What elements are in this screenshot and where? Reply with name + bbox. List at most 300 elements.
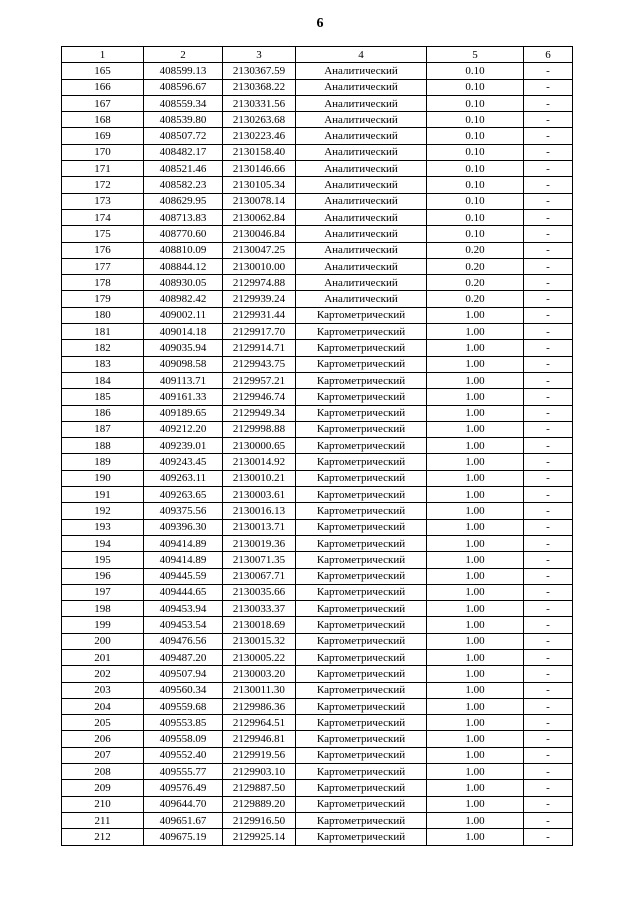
note-cell: -: [524, 519, 573, 535]
y-coordinate-cell: 2129998.88: [223, 421, 296, 437]
table-row: [62, 682, 573, 698]
point-number-cell: 212: [62, 829, 144, 845]
table-row: [62, 584, 573, 600]
note-cell: -: [524, 438, 573, 454]
note-cell: -: [524, 63, 573, 79]
x-coordinate-cell: 409035.94: [144, 340, 223, 356]
point-number-cell: 165: [62, 63, 144, 79]
y-coordinate-cell: 2129939.24: [223, 291, 296, 307]
method-cell: Аналитический: [296, 177, 427, 193]
point-number-cell: 167: [62, 95, 144, 111]
method-cell: Картометрический: [296, 617, 427, 633]
method-cell: Картометрический: [296, 454, 427, 470]
point-number-cell: 172: [62, 177, 144, 193]
table-row: [62, 405, 573, 421]
accuracy-cell: 0.10: [427, 193, 524, 209]
accuracy-cell: 1.00: [427, 389, 524, 405]
point-number-cell: 200: [62, 633, 144, 649]
accuracy-cell: 0.10: [427, 209, 524, 225]
accuracy-cell: 1.00: [427, 568, 524, 584]
x-coordinate-cell: 409414.89: [144, 552, 223, 568]
note-cell: -: [524, 209, 573, 225]
x-coordinate-cell: 408582.23: [144, 177, 223, 193]
method-cell: Картометрический: [296, 519, 427, 535]
x-coordinate-cell: 409243.45: [144, 454, 223, 470]
table-row: [62, 764, 573, 780]
method-cell: Картометрический: [296, 715, 427, 731]
x-coordinate-cell: 409651.67: [144, 812, 223, 828]
table-row: [62, 649, 573, 665]
y-coordinate-cell: 2130223.46: [223, 128, 296, 144]
note-cell: -: [524, 812, 573, 828]
column-header-3: 3: [223, 47, 296, 63]
method-cell: Картометрический: [296, 535, 427, 551]
coordinates-table: [61, 46, 573, 846]
table-row: [62, 79, 573, 95]
x-coordinate-cell: 409414.89: [144, 535, 223, 551]
table-row: [62, 193, 573, 209]
point-number-cell: 181: [62, 324, 144, 340]
table-row: [62, 829, 573, 845]
x-coordinate-cell: 408596.67: [144, 79, 223, 95]
method-cell: Картометрический: [296, 356, 427, 372]
accuracy-cell: 1.00: [427, 535, 524, 551]
point-number-cell: 173: [62, 193, 144, 209]
point-number-cell: 203: [62, 682, 144, 698]
x-coordinate-cell: 408713.83: [144, 209, 223, 225]
y-coordinate-cell: 2130010.21: [223, 470, 296, 486]
accuracy-cell: 1.00: [427, 633, 524, 649]
method-cell: Картометрический: [296, 552, 427, 568]
x-coordinate-cell: 409189.65: [144, 405, 223, 421]
method-cell: Картометрический: [296, 829, 427, 845]
y-coordinate-cell: 2130014.92: [223, 454, 296, 470]
table-row: [62, 503, 573, 519]
point-number-cell: 201: [62, 649, 144, 665]
point-number-cell: 179: [62, 291, 144, 307]
x-coordinate-cell: 409113.71: [144, 372, 223, 388]
accuracy-cell: 0.10: [427, 161, 524, 177]
x-coordinate-cell: 409445.59: [144, 568, 223, 584]
x-coordinate-cell: 409396.30: [144, 519, 223, 535]
y-coordinate-cell: 2129903.10: [223, 764, 296, 780]
method-cell: Аналитический: [296, 112, 427, 128]
table-row: [62, 438, 573, 454]
note-cell: -: [524, 405, 573, 421]
method-cell: Аналитический: [296, 161, 427, 177]
note-cell: -: [524, 682, 573, 698]
table-row: [62, 780, 573, 796]
point-number-cell: 168: [62, 112, 144, 128]
note-cell: -: [524, 552, 573, 568]
y-coordinate-cell: 2130019.36: [223, 535, 296, 551]
note-cell: -: [524, 666, 573, 682]
note-cell: -: [524, 372, 573, 388]
method-cell: Аналитический: [296, 209, 427, 225]
y-coordinate-cell: 2130011.30: [223, 682, 296, 698]
table-row: [62, 633, 573, 649]
table-row: [62, 226, 573, 242]
method-cell: Картометрический: [296, 324, 427, 340]
accuracy-cell: 0.20: [427, 291, 524, 307]
table-row: [62, 291, 573, 307]
x-coordinate-cell: 409559.68: [144, 698, 223, 714]
accuracy-cell: 1.00: [427, 731, 524, 747]
accuracy-cell: 1.00: [427, 454, 524, 470]
table-row: [62, 568, 573, 584]
method-cell: Картометрический: [296, 601, 427, 617]
method-cell: Картометрический: [296, 747, 427, 763]
method-cell: Картометрический: [296, 503, 427, 519]
y-coordinate-cell: 2129946.81: [223, 731, 296, 747]
x-coordinate-cell: 409553.85: [144, 715, 223, 731]
accuracy-cell: 1.00: [427, 780, 524, 796]
x-coordinate-cell: 409487.20: [144, 649, 223, 665]
accuracy-cell: 1.00: [427, 829, 524, 845]
point-number-cell: 187: [62, 421, 144, 437]
x-coordinate-cell: 409507.94: [144, 666, 223, 682]
accuracy-cell: 1.00: [427, 764, 524, 780]
y-coordinate-cell: 2129887.50: [223, 780, 296, 796]
table-row: [62, 95, 573, 111]
accuracy-cell: 1.00: [427, 438, 524, 454]
accuracy-cell: 0.10: [427, 177, 524, 193]
table-row: [62, 372, 573, 388]
table-row: [62, 324, 573, 340]
point-number-cell: 183: [62, 356, 144, 372]
note-cell: -: [524, 633, 573, 649]
x-coordinate-cell: 409098.58: [144, 356, 223, 372]
y-coordinate-cell: 2130013.71: [223, 519, 296, 535]
x-coordinate-cell: 408930.05: [144, 275, 223, 291]
accuracy-cell: 1.00: [427, 324, 524, 340]
table-row: [62, 356, 573, 372]
method-cell: Картометрический: [296, 372, 427, 388]
y-coordinate-cell: 2130071.35: [223, 552, 296, 568]
table-row: [62, 161, 573, 177]
accuracy-cell: 1.00: [427, 649, 524, 665]
x-coordinate-cell: 408507.72: [144, 128, 223, 144]
y-coordinate-cell: 2129917.70: [223, 324, 296, 340]
y-coordinate-cell: 2130146.66: [223, 161, 296, 177]
table-row: [62, 454, 573, 470]
note-cell: -: [524, 79, 573, 95]
note-cell: -: [524, 503, 573, 519]
y-coordinate-cell: 2129943.75: [223, 356, 296, 372]
x-coordinate-cell: 409239.01: [144, 438, 223, 454]
note-cell: -: [524, 324, 573, 340]
y-coordinate-cell: 2130158.40: [223, 144, 296, 160]
note-cell: -: [524, 161, 573, 177]
note-cell: -: [524, 601, 573, 617]
table-row: [62, 487, 573, 503]
accuracy-cell: 1.00: [427, 715, 524, 731]
x-coordinate-cell: 409263.65: [144, 487, 223, 503]
method-cell: Картометрический: [296, 812, 427, 828]
x-coordinate-cell: 409375.56: [144, 503, 223, 519]
y-coordinate-cell: 2129925.14: [223, 829, 296, 845]
accuracy-cell: 0.10: [427, 112, 524, 128]
accuracy-cell: 1.00: [427, 470, 524, 486]
note-cell: -: [524, 144, 573, 160]
y-coordinate-cell: 2130067.71: [223, 568, 296, 584]
note-cell: -: [524, 421, 573, 437]
method-cell: Картометрический: [296, 649, 427, 665]
y-coordinate-cell: 2130368.22: [223, 79, 296, 95]
y-coordinate-cell: 2130005.22: [223, 649, 296, 665]
table-row: [62, 242, 573, 258]
table-row: [62, 796, 573, 812]
note-cell: -: [524, 649, 573, 665]
table-row: [62, 307, 573, 323]
accuracy-cell: 1.00: [427, 584, 524, 600]
method-cell: Картометрический: [296, 666, 427, 682]
point-number-cell: 176: [62, 242, 144, 258]
y-coordinate-cell: 2129919.56: [223, 747, 296, 763]
table-row: [62, 601, 573, 617]
accuracy-cell: 1.00: [427, 747, 524, 763]
point-number-cell: 171: [62, 161, 144, 177]
y-coordinate-cell: 2129889.20: [223, 796, 296, 812]
note-cell: -: [524, 698, 573, 714]
note-cell: -: [524, 584, 573, 600]
table-row: [62, 63, 573, 79]
accuracy-cell: 0.10: [427, 144, 524, 160]
method-cell: Картометрический: [296, 405, 427, 421]
note-cell: -: [524, 356, 573, 372]
table-row: [62, 112, 573, 128]
note-cell: -: [524, 128, 573, 144]
x-coordinate-cell: 409002.11: [144, 307, 223, 323]
accuracy-cell: 1.00: [427, 682, 524, 698]
note-cell: -: [524, 258, 573, 274]
accuracy-cell: 1.00: [427, 812, 524, 828]
accuracy-cell: 1.00: [427, 487, 524, 503]
note-cell: -: [524, 796, 573, 812]
table-row: [62, 666, 573, 682]
accuracy-cell: 0.10: [427, 128, 524, 144]
accuracy-cell: 1.00: [427, 340, 524, 356]
y-coordinate-cell: 2130062.84: [223, 209, 296, 225]
method-cell: Аналитический: [296, 226, 427, 242]
x-coordinate-cell: 408559.34: [144, 95, 223, 111]
table-row: [62, 389, 573, 405]
note-cell: -: [524, 193, 573, 209]
y-coordinate-cell: 2130018.69: [223, 617, 296, 633]
table-row: [62, 747, 573, 763]
point-number-cell: 185: [62, 389, 144, 405]
x-coordinate-cell: 409453.94: [144, 601, 223, 617]
x-coordinate-cell: 408770.60: [144, 226, 223, 242]
note-cell: -: [524, 747, 573, 763]
accuracy-cell: 1.00: [427, 307, 524, 323]
method-cell: Аналитический: [296, 63, 427, 79]
x-coordinate-cell: 409014.18: [144, 324, 223, 340]
point-number-cell: 169: [62, 128, 144, 144]
method-cell: Аналитический: [296, 79, 427, 95]
y-coordinate-cell: 2130047.25: [223, 242, 296, 258]
table-row: [62, 731, 573, 747]
note-cell: -: [524, 307, 573, 323]
y-coordinate-cell: 2129949.34: [223, 405, 296, 421]
method-cell: Аналитический: [296, 95, 427, 111]
point-number-cell: 192: [62, 503, 144, 519]
table-body: [62, 63, 573, 845]
accuracy-cell: 0.20: [427, 258, 524, 274]
note-cell: -: [524, 617, 573, 633]
point-number-cell: 190: [62, 470, 144, 486]
method-cell: Картометрический: [296, 421, 427, 437]
method-cell: Аналитический: [296, 242, 427, 258]
table-row: [62, 340, 573, 356]
note-cell: -: [524, 454, 573, 470]
accuracy-cell: 1.00: [427, 796, 524, 812]
column-header-2: 2: [144, 47, 223, 63]
point-number-cell: 193: [62, 519, 144, 535]
table-row: [62, 209, 573, 225]
note-cell: -: [524, 291, 573, 307]
note-cell: -: [524, 112, 573, 128]
y-coordinate-cell: 2130078.14: [223, 193, 296, 209]
accuracy-cell: 0.20: [427, 242, 524, 258]
y-coordinate-cell: 2130003.20: [223, 666, 296, 682]
accuracy-cell: 0.10: [427, 63, 524, 79]
x-coordinate-cell: 409555.77: [144, 764, 223, 780]
table-row: [62, 275, 573, 291]
x-coordinate-cell: 408521.46: [144, 161, 223, 177]
accuracy-cell: 1.00: [427, 372, 524, 388]
x-coordinate-cell: 409644.70: [144, 796, 223, 812]
accuracy-cell: 1.00: [427, 552, 524, 568]
method-cell: Картометрический: [296, 584, 427, 600]
table-row: [62, 144, 573, 160]
y-coordinate-cell: 2130033.37: [223, 601, 296, 617]
x-coordinate-cell: 408982.42: [144, 291, 223, 307]
point-number-cell: 170: [62, 144, 144, 160]
y-coordinate-cell: 2130003.61: [223, 487, 296, 503]
note-cell: -: [524, 340, 573, 356]
table-row: [62, 698, 573, 714]
accuracy-cell: 0.10: [427, 95, 524, 111]
note-cell: -: [524, 470, 573, 486]
header-row: [62, 47, 573, 63]
point-number-cell: 211: [62, 812, 144, 828]
y-coordinate-cell: 2129986.36: [223, 698, 296, 714]
y-coordinate-cell: 2129974.88: [223, 275, 296, 291]
note-cell: -: [524, 95, 573, 111]
x-coordinate-cell: 408599.13: [144, 63, 223, 79]
y-coordinate-cell: 2130010.00: [223, 258, 296, 274]
point-number-cell: 182: [62, 340, 144, 356]
note-cell: -: [524, 829, 573, 845]
accuracy-cell: 1.00: [427, 421, 524, 437]
table-row: [62, 421, 573, 437]
accuracy-cell: 1.00: [427, 601, 524, 617]
table-row: [62, 535, 573, 551]
table-row: [62, 519, 573, 535]
x-coordinate-cell: 409161.33: [144, 389, 223, 405]
table-row: [62, 812, 573, 828]
note-cell: -: [524, 764, 573, 780]
y-coordinate-cell: 2130035.66: [223, 584, 296, 600]
point-number-cell: 196: [62, 568, 144, 584]
y-coordinate-cell: 2130263.68: [223, 112, 296, 128]
table-row: [62, 177, 573, 193]
x-coordinate-cell: 408844.12: [144, 258, 223, 274]
point-number-cell: 210: [62, 796, 144, 812]
point-number-cell: 198: [62, 601, 144, 617]
method-cell: Картометрический: [296, 487, 427, 503]
column-header-4: 4: [296, 47, 427, 63]
method-cell: Аналитический: [296, 291, 427, 307]
point-number-cell: 166: [62, 79, 144, 95]
method-cell: Картометрический: [296, 568, 427, 584]
x-coordinate-cell: 409576.49: [144, 780, 223, 796]
note-cell: -: [524, 242, 573, 258]
column-header-1: 1: [62, 47, 144, 63]
method-cell: Картометрический: [296, 698, 427, 714]
method-cell: Картометрический: [296, 780, 427, 796]
column-header-6: 6: [524, 47, 573, 63]
x-coordinate-cell: 409558.09: [144, 731, 223, 747]
method-cell: Аналитический: [296, 144, 427, 160]
note-cell: -: [524, 568, 573, 584]
x-coordinate-cell: 409560.34: [144, 682, 223, 698]
x-coordinate-cell: 408810.09: [144, 242, 223, 258]
method-cell: Аналитический: [296, 258, 427, 274]
point-number-cell: 191: [62, 487, 144, 503]
y-coordinate-cell: 2129914.71: [223, 340, 296, 356]
x-coordinate-cell: 408539.80: [144, 112, 223, 128]
accuracy-cell: 1.00: [427, 356, 524, 372]
x-coordinate-cell: 409263.11: [144, 470, 223, 486]
x-coordinate-cell: 409453.54: [144, 617, 223, 633]
point-number-cell: 188: [62, 438, 144, 454]
accuracy-cell: 0.10: [427, 79, 524, 95]
y-coordinate-cell: 2130331.56: [223, 95, 296, 111]
method-cell: Картометрический: [296, 633, 427, 649]
accuracy-cell: 1.00: [427, 519, 524, 535]
method-cell: Картометрический: [296, 796, 427, 812]
note-cell: -: [524, 715, 573, 731]
method-cell: Картометрический: [296, 470, 427, 486]
method-cell: Картометрический: [296, 682, 427, 698]
point-number-cell: 184: [62, 372, 144, 388]
x-coordinate-cell: 409675.19: [144, 829, 223, 845]
y-coordinate-cell: 2129931.44: [223, 307, 296, 323]
accuracy-cell: 1.00: [427, 503, 524, 519]
note-cell: -: [524, 731, 573, 747]
point-number-cell: 180: [62, 307, 144, 323]
accuracy-cell: 0.20: [427, 275, 524, 291]
method-cell: Картометрический: [296, 340, 427, 356]
y-coordinate-cell: 2129957.21: [223, 372, 296, 388]
method-cell: Аналитический: [296, 128, 427, 144]
accuracy-cell: 0.10: [427, 226, 524, 242]
accuracy-cell: 1.00: [427, 666, 524, 682]
note-cell: -: [524, 226, 573, 242]
point-number-cell: 208: [62, 764, 144, 780]
method-cell: Аналитический: [296, 193, 427, 209]
point-number-cell: 186: [62, 405, 144, 421]
table-header: [62, 47, 573, 63]
point-number-cell: 207: [62, 747, 144, 763]
x-coordinate-cell: 408629.95: [144, 193, 223, 209]
point-number-cell: 175: [62, 226, 144, 242]
x-coordinate-cell: 409552.40: [144, 747, 223, 763]
method-cell: Картометрический: [296, 389, 427, 405]
accuracy-cell: 1.00: [427, 405, 524, 421]
